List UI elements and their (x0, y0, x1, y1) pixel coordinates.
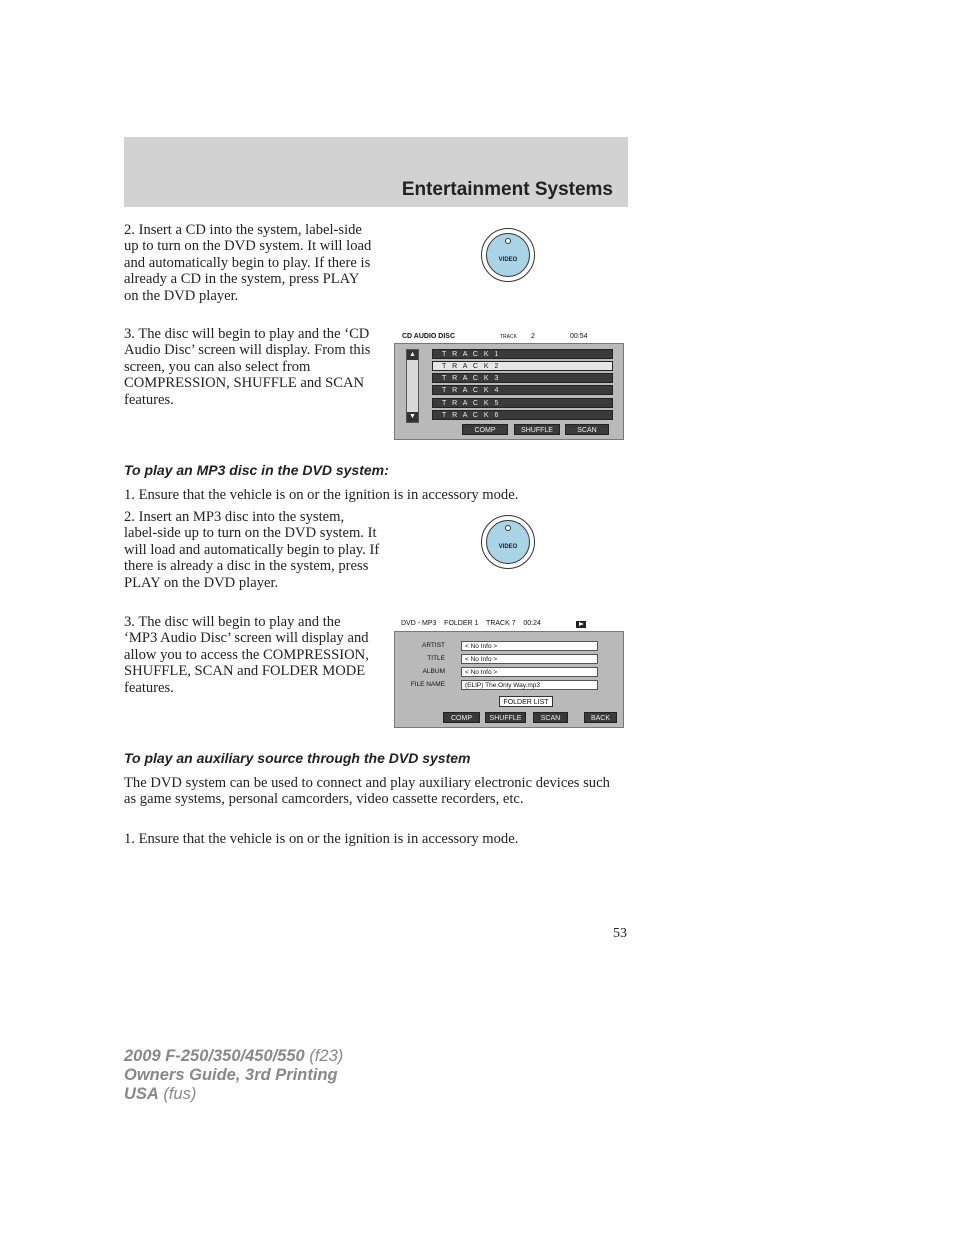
folder-list-button[interactable]: FOLDER LIST (499, 696, 553, 707)
footer-line-3 (124, 1085, 343, 1104)
mp3-screen-status-bar (401, 620, 623, 630)
video-button-dot (505, 525, 511, 531)
cd-audio-screen (394, 343, 624, 440)
video-button-label: VIDEO (498, 257, 518, 263)
video-button-icon (481, 228, 535, 282)
video-button-icon (481, 515, 535, 569)
cd-screen-track-label: TRACK (500, 334, 517, 340)
page-title: Entertainment Systems (401, 179, 613, 200)
track-item[interactable]: T R A C K 1 (432, 349, 613, 359)
shuffle-button[interactable]: SHUFFLE (514, 424, 560, 435)
title-label: TITLE (427, 655, 445, 662)
track-item[interactable]: T R A C K 3 (432, 373, 613, 383)
back-button[interactable]: BACK (584, 712, 617, 723)
play-icon (576, 621, 586, 628)
artist-value: < No Info > (461, 641, 598, 651)
album-value: < No Info > (461, 667, 598, 677)
mp3-step-1: 1. Ensure that the vehicle is on or the ignition is in accessory mode. (124, 487, 519, 503)
scan-button[interactable]: SCAN (533, 712, 568, 723)
cd-step-3: 3. The disc will begin to play and the ‘CD Audio Disc’ screen will display. From this screen, you can also select from COMPRESSION, SHUFFLE and SCAN features. (124, 326, 371, 408)
aux-step-1: 1. Ensure that the vehicle is on or the ignition is in accessory mode. (124, 831, 519, 847)
footer-market-code: (fus) (158, 1085, 197, 1103)
track-item[interactable]: T R A C K 4 (432, 385, 613, 395)
cd-step-2: 2. Insert a CD into the system, label-side up to turn on the DVD system. It will load and automatically begin to play. If there is already a CD in the system, press PLAY on the DVD player. (124, 222, 372, 304)
aux-body: The DVD system can be used to connect and play auxiliary electronic devices such as game systems, personal camcorders, video cassette recorders, etc. (124, 775, 610, 808)
file-name-value: (ELIP) The Only Way.mp3 (461, 680, 598, 690)
comp-button[interactable]: COMP (443, 712, 480, 723)
scroll-down-icon[interactable]: ▼ (407, 412, 418, 422)
track-item[interactable]: T R A C K 5 (432, 398, 613, 408)
cd-screen-time: 00:54 (570, 333, 588, 340)
cd-screen-track-number: 2 (531, 333, 535, 340)
shuffle-button[interactable]: SHUFFLE (485, 712, 526, 723)
title-value: < No Info > (461, 654, 598, 664)
comp-button[interactable]: COMP (462, 424, 508, 435)
footer-line-1 (124, 1047, 343, 1066)
cd-screen-status (402, 333, 622, 343)
footer-model-code: (f23) (304, 1047, 344, 1065)
video-button-dot (505, 238, 511, 244)
track-item[interactable]: T R A C K 6 (432, 410, 613, 420)
track-item-selected[interactable]: T R A C K 2 (432, 361, 613, 371)
cd-scrollbar[interactable] (406, 349, 419, 423)
footer-model: 2009 F-250/350/450/550 (124, 1047, 305, 1065)
mp3-heading: To play an MP3 disc in the DVD system: (124, 462, 389, 478)
scroll-up-icon[interactable]: ▲ (407, 350, 418, 360)
mp3-screen-status: DVD - MP3 FOLDER 1 TRACK 7 00:24 (401, 620, 541, 627)
footer-line-2: Owners Guide, 3rd Printing (124, 1066, 338, 1084)
album-label: ALBUM (422, 668, 445, 675)
footer-market: USA (124, 1085, 159, 1103)
mp3-step-3: 3. The disc will begin to play and the ‘MP3 Audio Disc’ screen will display and allow you to access the COMPRESSION, SHUFFLE, SCAN and FOLDER MODE features. (124, 614, 369, 696)
mp3-audio-screen (394, 631, 624, 728)
artist-label: ARTIST (422, 642, 445, 649)
page-number: 53 (613, 926, 627, 941)
file-name-label: FILE NAME (410, 681, 445, 688)
cd-screen-title: CD AUDIO DISC (402, 333, 456, 340)
mp3-step-2: 2. Insert an MP3 disc into the system, label-side up to turn on the DVD system. It will load and automatically begin to play. If there is already a disc in the system, press PLAY on the DVD player. (124, 509, 380, 591)
scan-button[interactable]: SCAN (565, 424, 609, 435)
aux-heading: To play an auxiliary source through the DVD system (124, 750, 471, 766)
video-button-label: VIDEO (498, 544, 518, 550)
footer (124, 1047, 343, 1104)
header-band (124, 137, 628, 207)
